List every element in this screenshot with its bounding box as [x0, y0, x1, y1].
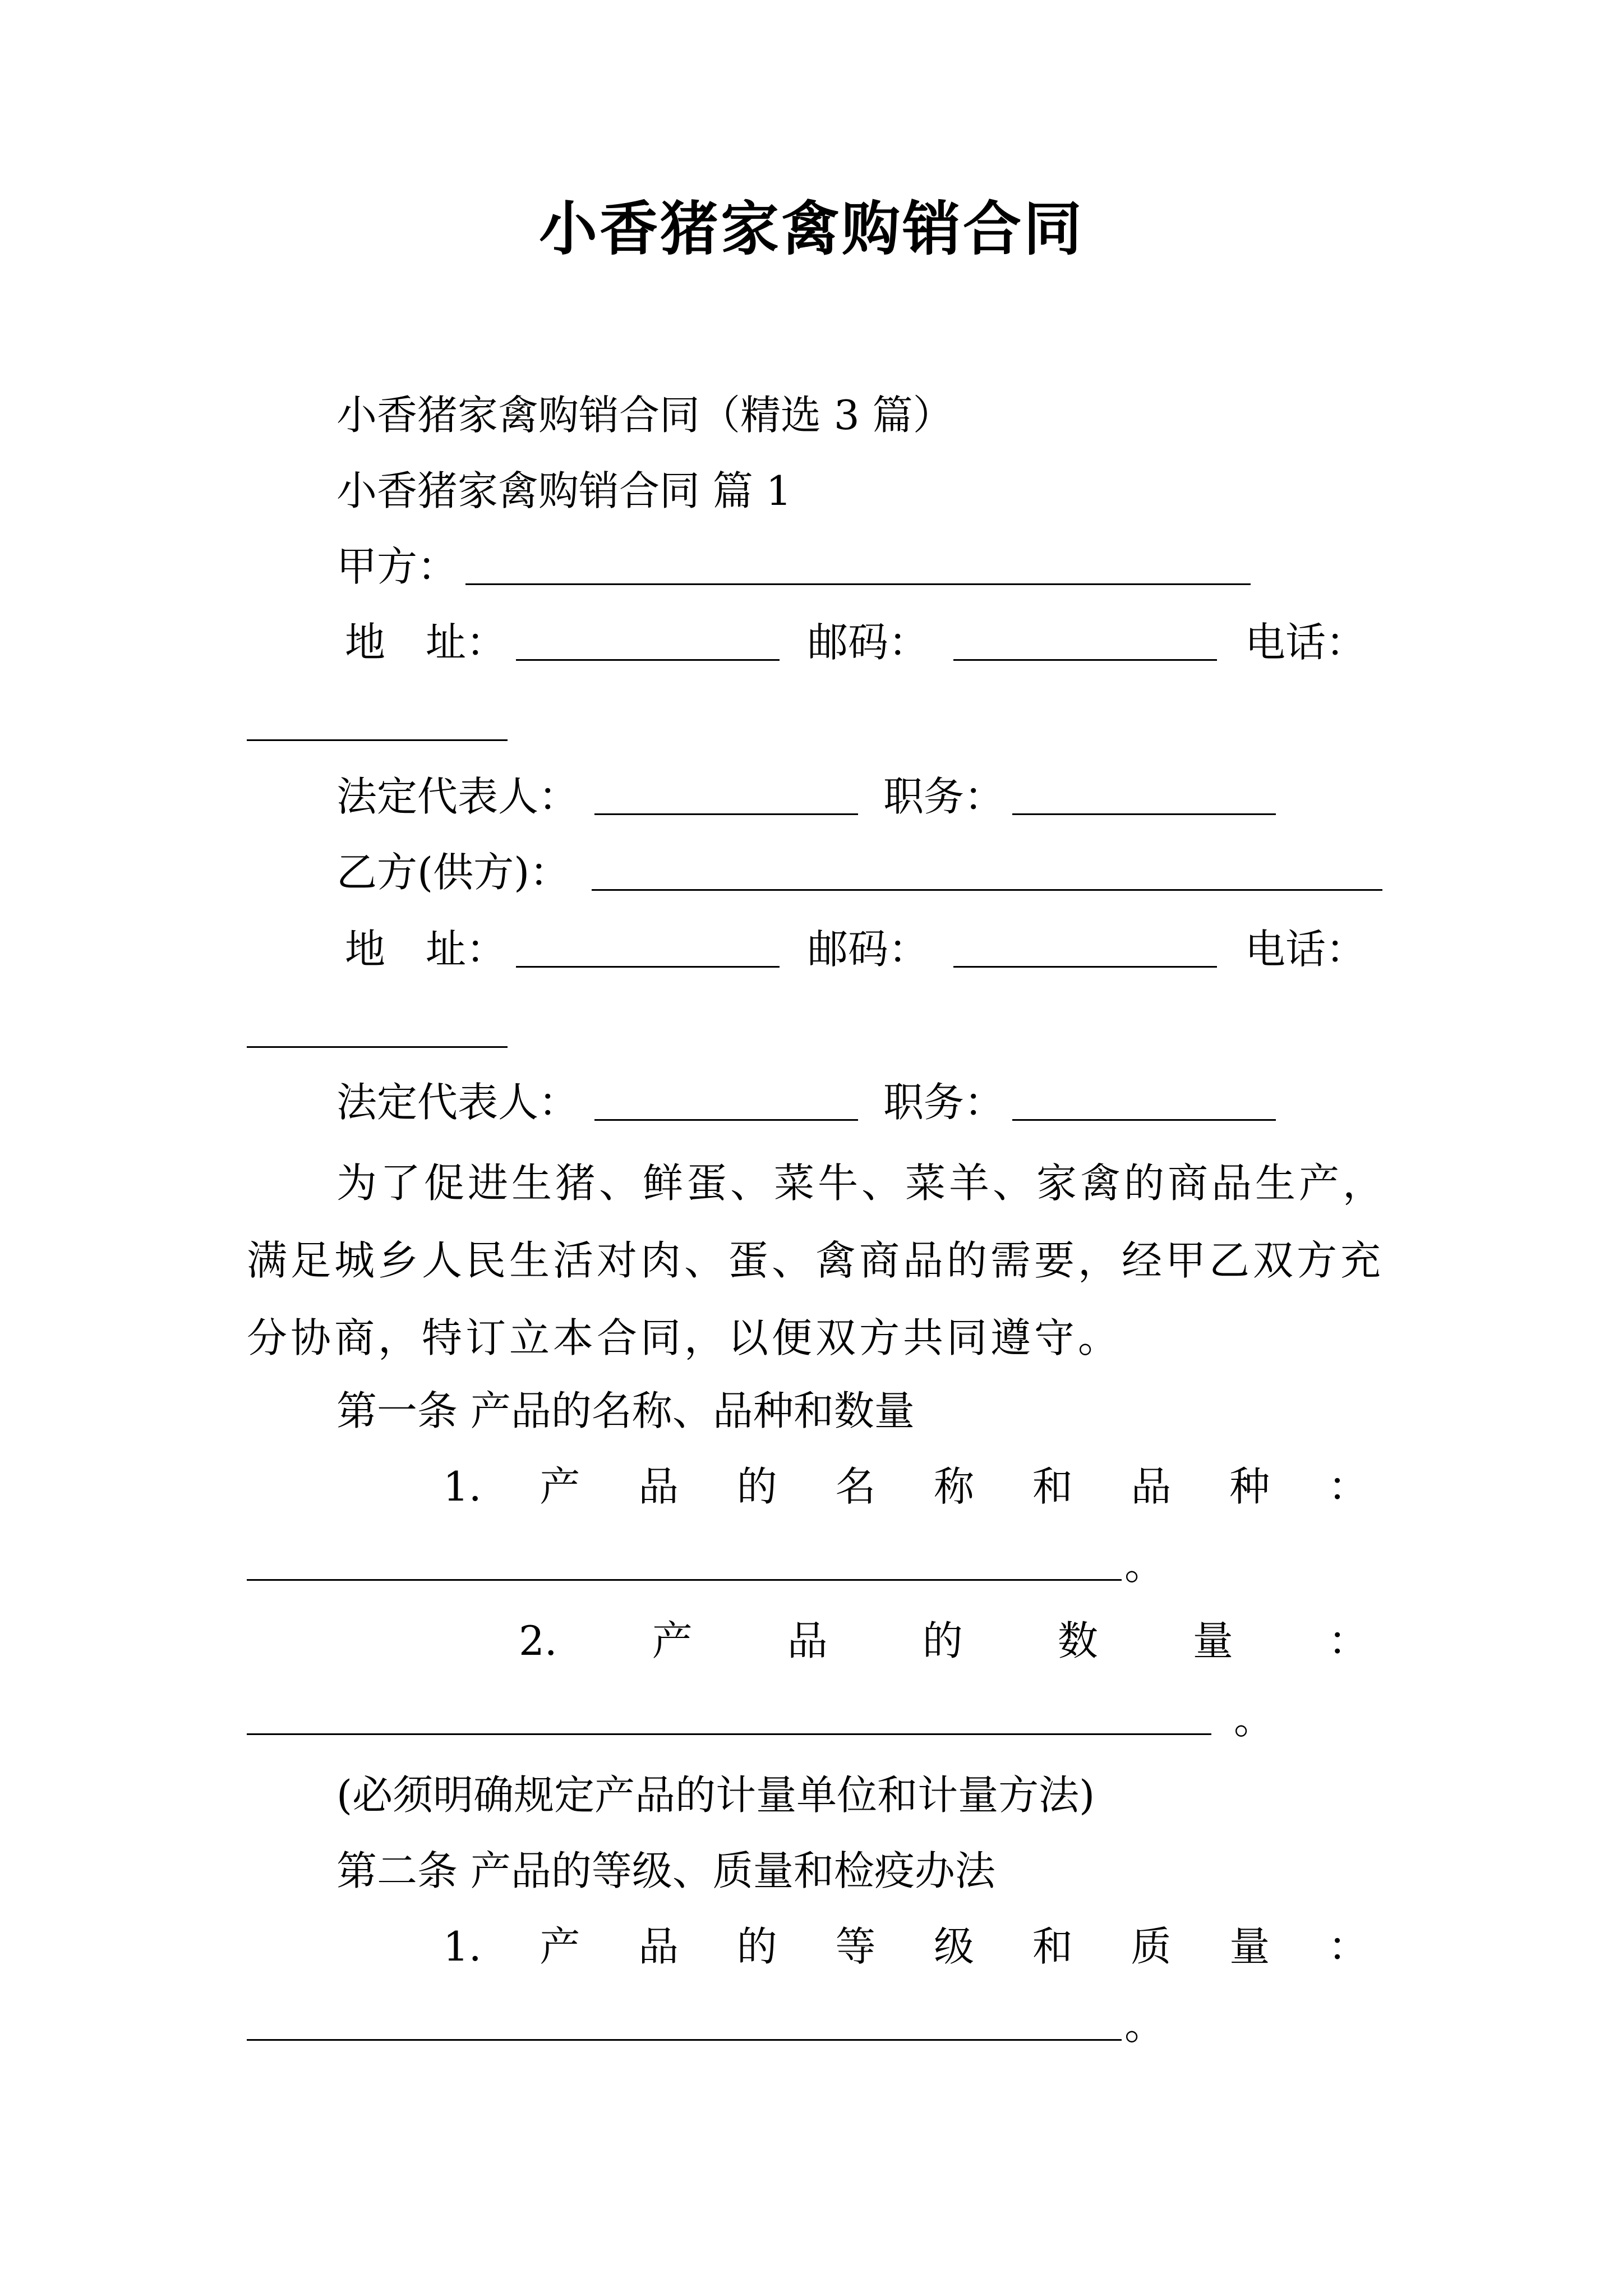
item-char: ： [1327, 1463, 1368, 1510]
item-char: 的 [922, 1617, 963, 1664]
item-char: 品 [1131, 1463, 1172, 1510]
item-char: ： [1327, 1923, 1368, 1970]
item-char: 2. [519, 1617, 557, 1664]
item-char: 级 [934, 1923, 975, 1970]
party-a-blank [465, 583, 1251, 585]
party-a-phone-blank [247, 739, 508, 741]
party-a-legal-rep-blank [594, 813, 858, 815]
party-a-address-blank [516, 659, 780, 661]
party-a-position-label: 职务： [883, 773, 1005, 820]
party-a-zip-blank [953, 659, 1217, 661]
article-1-item-1-blank [247, 1579, 1122, 1581]
period: 。 [1234, 1696, 1275, 1743]
party-b-address-label: 地 址： [345, 926, 507, 973]
party-a-zip-label: 邮码： [808, 619, 929, 666]
party-b-label: 乙方(供方)： [336, 849, 570, 896]
item-char: 量 [1192, 1617, 1233, 1664]
article-1-item-2-blank [247, 1733, 1211, 1735]
item-char: 称 [934, 1463, 975, 1510]
period: 。 [1124, 1542, 1165, 1589]
article-2-item-1 [443, 1916, 1368, 1977]
item-char: 品 [638, 1463, 679, 1510]
party-b-phone-blank [247, 1046, 508, 1048]
party-a-legal-rep-label: 法定代表人： [336, 773, 579, 820]
part-heading: 小香猪家禽购销合同 篇 1 [336, 467, 792, 514]
party-b-zip-blank [953, 966, 1217, 968]
article-2-title: 第二条 产品的等级、质量和检疫办法 [336, 1847, 995, 1894]
item-char: 产 [540, 1923, 580, 1970]
item-char: 1. [443, 1463, 482, 1510]
party-b-blank [592, 889, 1382, 891]
document-title: 小香猪家禽购销合同 [538, 194, 1084, 263]
doc-subtitle: 小香猪家禽购销合同（精选 3 篇） [336, 392, 953, 439]
item-char: 品 [638, 1923, 679, 1970]
item-char: 和 [1032, 1923, 1073, 1970]
item-char: 质 [1131, 1923, 1172, 1970]
intro-paragraph: 为了促进生猪、鲜蛋、菜牛、菜羊、家禽的商品生产，满足城乡人民生活对肉、蛋、禽商品的需要，经甲乙双方充分协商，特订立本合同，以便双方共同遵守。 [247, 1159, 1387, 1361]
item-char: 产 [652, 1617, 693, 1664]
item-char: 的 [736, 1923, 777, 1970]
party-a-address-label: 地 址： [345, 619, 507, 666]
period: 。 [1124, 2001, 1165, 2049]
party-b-legal-rep-blank [594, 1119, 858, 1121]
party-b-phone-label: 电话： [1245, 926, 1367, 973]
item-char: 的 [736, 1463, 777, 1510]
article-2-item-1-blank [247, 2039, 1122, 2041]
item-char: 等 [835, 1923, 876, 1970]
item-char: 种 [1229, 1463, 1270, 1510]
party-b-address-blank [516, 966, 780, 968]
item-char: 和 [1032, 1463, 1073, 1510]
item-char: 1. [443, 1923, 482, 1970]
article-1-item-2 [519, 1610, 1368, 1672]
party-a-phone-label: 电话： [1245, 619, 1367, 666]
item-char: 数 [1057, 1617, 1098, 1664]
item-char: 量 [1229, 1923, 1270, 1970]
party-b-position-blank [1012, 1119, 1276, 1121]
party-b-zip-label: 邮码： [808, 926, 929, 973]
party-a-label: 甲方： [336, 543, 458, 590]
item-char: 品 [787, 1617, 828, 1664]
party-b-position-label: 职务： [883, 1079, 1005, 1126]
item-char: 产 [540, 1463, 580, 1510]
party-b-legal-rep-label: 法定代表人： [336, 1079, 579, 1126]
note: (必须明确规定产品的计量单位和计量方法) [336, 1772, 1095, 1819]
article-1-title: 第一条 产品的名称、品种和数量 [336, 1387, 915, 1434]
item-char: ： [1327, 1617, 1368, 1664]
article-1-item-1 [443, 1456, 1368, 1517]
party-a-position-blank [1012, 813, 1276, 815]
item-char: 名 [835, 1463, 876, 1510]
